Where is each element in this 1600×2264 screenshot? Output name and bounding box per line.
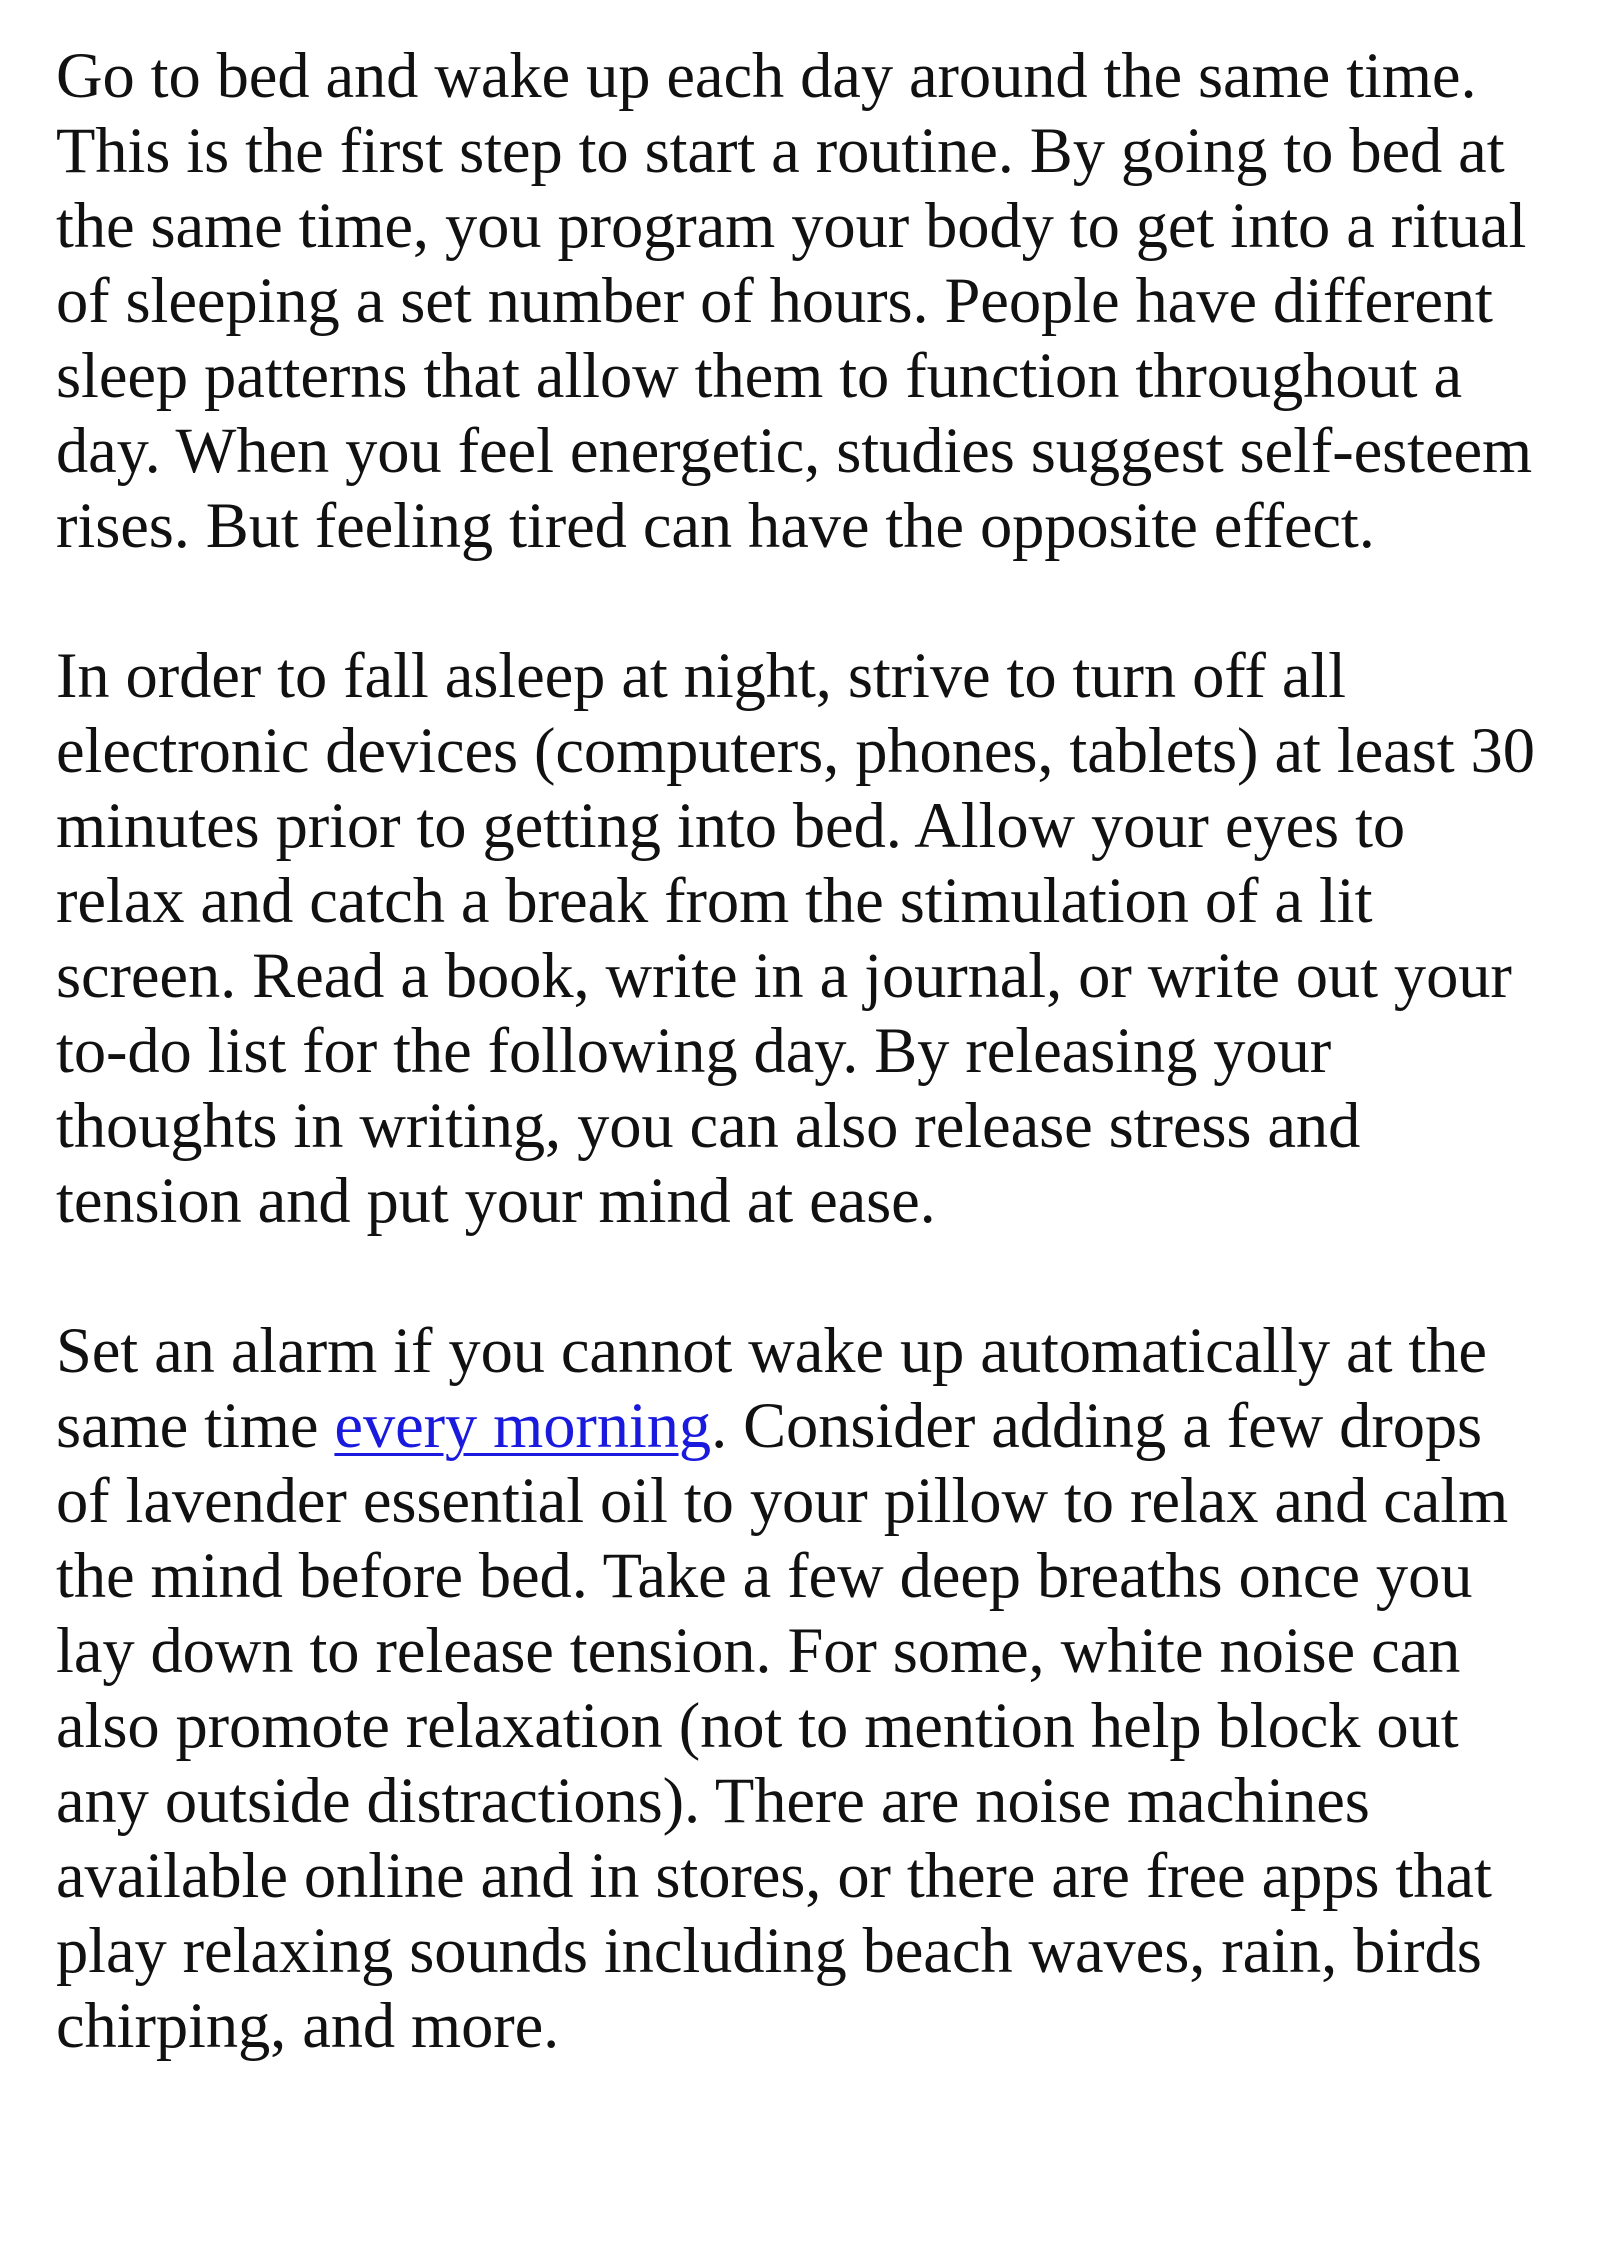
text-line-with-link	[56, 1388, 1566, 1463]
text-line: also promote relaxation (not to mention help block out	[56, 1690, 1459, 1761]
paragraph-sleep-schedule	[56, 38, 1566, 563]
text-line: minutes prior to getting into bed. Allow your eyes to	[56, 790, 1406, 861]
paragraph-alarm	[56, 1313, 1566, 2063]
text-line: Set an alarm if you cannot wake up automatically at the	[56, 1315, 1487, 1386]
text-line: sleep patterns that allow them to function throughout a	[56, 340, 1463, 411]
text-line: to-do list for the following day. By releasing your	[56, 1015, 1332, 1086]
every-morning-link[interactable]: every morning	[334, 1390, 712, 1461]
text-line: of sleeping a set number of hours. People have different	[56, 265, 1493, 336]
text-line: screen. Read a book, write in a journal, or write out your	[56, 940, 1512, 1011]
paragraph-electronics	[56, 638, 1566, 1238]
text-line: play relaxing sounds including beach waves, rain, birds	[56, 1915, 1482, 1986]
text-line: day. When you feel energetic, studies suggest self-esteem	[56, 415, 1533, 486]
text-line: rises. But feeling tired can have the opposite effect.	[56, 490, 1375, 561]
text-segment: same time	[56, 1390, 335, 1461]
text-line: the same time, you program your body to get into a ritual	[56, 190, 1527, 261]
text-line: available online and in stores, or there are free apps that	[56, 1840, 1492, 1911]
text-line: the mind before bed. Take a few deep breaths once you	[56, 1540, 1473, 1611]
text-line: In order to fall asleep at night, strive to turn off all	[56, 640, 1347, 711]
text-line: Go to bed and wake up each day around the same time.	[56, 40, 1477, 111]
text-line: any outside distractions). There are noise machines	[56, 1765, 1370, 1836]
text-line: relax and catch a break from the stimulation of a lit	[56, 865, 1373, 936]
text-line: of lavender essential oil to your pillow to relax and calm	[56, 1465, 1509, 1536]
text-line: chirping, and more.	[56, 1990, 560, 2061]
article-body	[56, 38, 1566, 2138]
text-line: This is the first step to start a routine. By going to bed at	[56, 115, 1505, 186]
text-line: lay down to release tension. For some, white noise can	[56, 1615, 1461, 1686]
text-segment: . Consider adding a few drops	[711, 1390, 1483, 1461]
text-line: electronic devices (computers, phones, tablets) at least 30	[56, 715, 1535, 786]
text-line: thoughts in writing, you can also release stress and	[56, 1090, 1361, 1161]
text-line: tension and put your mind at ease.	[56, 1165, 936, 1236]
